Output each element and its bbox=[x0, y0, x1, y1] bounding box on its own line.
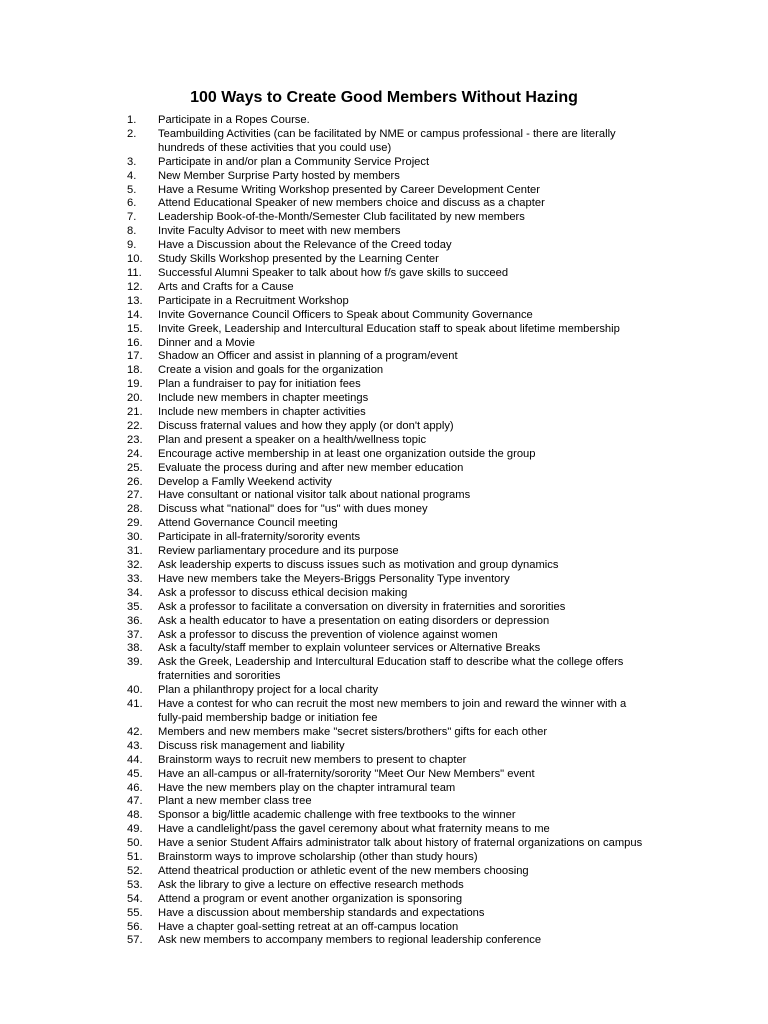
item-text: Ask the Greek, Leadership and Intercultural Education staff to describe what the college offers bbox=[158, 656, 624, 669]
item-text: fraternities and sororities bbox=[158, 670, 281, 683]
list-item bbox=[127, 698, 647, 712]
item-text: Attend Governance Council meeting bbox=[158, 517, 338, 530]
item-text: Ask a professor to discuss ethical decision making bbox=[158, 586, 408, 599]
item-number: 36. bbox=[127, 614, 143, 627]
item-text: Have new members take the Meyers-Briggs Personality Type inventory bbox=[158, 572, 510, 585]
list-item bbox=[127, 851, 647, 865]
list-item bbox=[127, 656, 647, 670]
item-number: 26. bbox=[127, 475, 143, 488]
list-item bbox=[127, 837, 647, 851]
item-number: 6. bbox=[127, 197, 137, 210]
item-text: Have a contest for who can recruit the most new members to join and reward the winner with a bbox=[158, 698, 627, 711]
item-text: Have the new members play on the chapter intramural team bbox=[158, 781, 456, 794]
document-title: 100 Ways to Create Good Members Without Hazing bbox=[190, 88, 578, 106]
item-number: 49. bbox=[127, 823, 143, 836]
item-text: Attend Educational Speaker of new members choice and discuss as a chapter bbox=[158, 197, 545, 210]
list-item bbox=[127, 907, 647, 921]
list-item-continuation bbox=[127, 142, 647, 156]
item-number: 14. bbox=[127, 308, 143, 321]
list-item bbox=[127, 281, 647, 295]
item-number: 23. bbox=[127, 433, 143, 446]
item-number: 48. bbox=[127, 809, 143, 822]
list-item bbox=[127, 615, 647, 629]
list-item bbox=[127, 434, 647, 448]
item-number: 31. bbox=[127, 545, 143, 558]
list-item bbox=[127, 934, 647, 948]
item-text: Encourage active membership in at least one organization outside the group bbox=[158, 447, 536, 460]
item-number: 25. bbox=[127, 461, 143, 474]
item-number: 39. bbox=[127, 656, 143, 669]
list-item bbox=[127, 323, 647, 337]
item-number: 45. bbox=[127, 767, 143, 780]
item-number: 41. bbox=[127, 698, 143, 711]
list-item bbox=[127, 629, 647, 643]
list-item bbox=[127, 309, 647, 323]
item-text: Have an all-campus or all-fraternity/sorority "Meet Our New Members" event bbox=[158, 767, 535, 780]
item-text: Evaluate the process during and after new member education bbox=[158, 461, 464, 474]
list-item bbox=[127, 601, 647, 615]
item-number: 7. bbox=[127, 211, 137, 224]
item-number: 22. bbox=[127, 419, 143, 432]
item-number: 38. bbox=[127, 642, 143, 655]
item-text: Ask the library to give a lecture on effective research methods bbox=[158, 878, 464, 891]
item-number: 37. bbox=[127, 628, 143, 641]
item-number: 33. bbox=[127, 572, 143, 585]
item-number: 18. bbox=[127, 364, 143, 377]
list-item bbox=[127, 559, 647, 573]
item-text: Participate in all-fraternity/sorority events bbox=[158, 531, 361, 544]
list-item bbox=[127, 879, 647, 893]
item-text: Include new members in chapter activities bbox=[158, 406, 366, 419]
item-text: hundreds of these activities that you could use) bbox=[158, 141, 392, 154]
item-number: 17. bbox=[127, 350, 143, 363]
item-text: Participate in and/or plan a Community Service Project bbox=[158, 155, 430, 168]
item-number: 53. bbox=[127, 878, 143, 891]
item-text: Review parliamentary procedure and its purpose bbox=[158, 545, 399, 558]
item-text: Discuss fraternal values and how they apply (or don't apply) bbox=[158, 419, 454, 432]
item-text: New Member Surprise Party hosted by members bbox=[158, 169, 400, 182]
item-number: 46. bbox=[127, 781, 143, 794]
list-item bbox=[127, 406, 647, 420]
item-text: Plan a fundraiser to pay for initiation fees bbox=[158, 378, 361, 391]
item-number: 29. bbox=[127, 517, 143, 530]
list-item bbox=[127, 754, 647, 768]
item-text: Members and new members make "secret sisters/brothers" gifts for each other bbox=[158, 725, 548, 738]
ideas-list bbox=[127, 114, 647, 948]
list-item bbox=[127, 740, 647, 754]
item-text: Teambuilding Activities (can be facilitated by NME or campus professional - there are literally bbox=[158, 127, 616, 140]
item-number: 10. bbox=[127, 253, 143, 266]
item-number: 52. bbox=[127, 864, 143, 877]
list-item bbox=[127, 170, 647, 184]
item-text: Attend a program or event another organization is sponsoring bbox=[158, 892, 463, 905]
item-number: 42. bbox=[127, 725, 143, 738]
item-text: Plant a new member class tree bbox=[158, 795, 312, 808]
item-text: Ask a faculty/staff member to explain volunteer services or Alternative Breaks bbox=[158, 642, 541, 655]
list-item bbox=[127, 184, 647, 198]
list-item bbox=[127, 211, 647, 225]
item-number: 40. bbox=[127, 684, 143, 697]
item-text: Participate in a Ropes Course. bbox=[158, 114, 310, 126]
item-text: Have consultant or national visitor talk about national programs bbox=[158, 489, 471, 502]
item-text: Have a chapter goal-setting retreat at an off-campus location bbox=[158, 920, 459, 933]
list-item bbox=[127, 795, 647, 809]
item-text: Invite Faculty Advisor to meet with new members bbox=[158, 225, 401, 238]
list-item bbox=[127, 782, 647, 796]
item-number: 43. bbox=[127, 739, 143, 752]
list-item bbox=[127, 768, 647, 782]
list-item bbox=[127, 517, 647, 531]
list-item bbox=[127, 573, 647, 587]
item-number: 34. bbox=[127, 586, 143, 599]
item-text: fully-paid membership badge or initiation fee bbox=[158, 711, 378, 724]
item-text: Ask new members to accompany members to regional leadership conference bbox=[158, 934, 542, 947]
item-number: 32. bbox=[127, 559, 143, 571]
item-number: 15. bbox=[127, 322, 143, 335]
list-item bbox=[127, 921, 647, 935]
item-number: 4. bbox=[127, 169, 137, 182]
item-number: 1. bbox=[127, 114, 137, 126]
list-item bbox=[127, 295, 647, 309]
item-number: 2. bbox=[127, 127, 137, 140]
list-item bbox=[127, 726, 647, 740]
item-number: 47. bbox=[127, 795, 143, 808]
list-item bbox=[127, 545, 647, 559]
list-item bbox=[127, 337, 647, 351]
item-number: 19. bbox=[127, 378, 143, 391]
item-number: 44. bbox=[127, 753, 143, 766]
item-number: 20. bbox=[127, 392, 143, 405]
item-text: Have a senior Student Affairs administrator talk about history of fraternal organizations on campus bbox=[158, 837, 643, 850]
list-item bbox=[127, 642, 647, 656]
list-item bbox=[127, 350, 647, 364]
item-number: 8. bbox=[127, 225, 137, 238]
list-item bbox=[127, 225, 647, 239]
item-text: Ask leadership experts to discuss issues such as motivation and group dynamics bbox=[158, 559, 559, 571]
list-item bbox=[127, 462, 647, 476]
item-number: 57. bbox=[127, 934, 143, 947]
list-item bbox=[127, 476, 647, 490]
item-text: Have a Discussion about the Relevance of the Creed today bbox=[158, 239, 452, 252]
item-text: Discuss what "national" does for "us" with dues money bbox=[158, 503, 428, 516]
list-item bbox=[127, 823, 647, 837]
list-item bbox=[127, 239, 647, 253]
list-item bbox=[127, 448, 647, 462]
item-text: Invite Governance Council Officers to Speak about Community Governance bbox=[158, 308, 533, 321]
item-text: Ask a health educator to have a presentation on eating disorders or depression bbox=[158, 614, 550, 627]
item-number: 12. bbox=[127, 280, 143, 293]
list-item bbox=[127, 378, 647, 392]
item-text: Discuss risk management and liability bbox=[158, 739, 345, 752]
item-text: Plan a philanthropy project for a local charity bbox=[158, 684, 379, 697]
item-number: 16. bbox=[127, 336, 143, 349]
item-number bbox=[127, 142, 158, 156]
item-text: Successful Alumni Speaker to talk about how f/s gave skills to succeed bbox=[158, 266, 509, 279]
list-item bbox=[127, 489, 647, 503]
item-number: 55. bbox=[127, 906, 143, 919]
item-number: 30. bbox=[127, 531, 143, 544]
item-text: Arts and Crafts for a Cause bbox=[158, 280, 294, 293]
item-text: Dinner and a Movie bbox=[158, 336, 256, 349]
list-item bbox=[127, 197, 647, 211]
item-number: 9. bbox=[127, 239, 137, 252]
item-number: 51. bbox=[127, 851, 143, 864]
item-text: Have a Resume Writing Workshop presented by Career Development Center bbox=[158, 183, 541, 196]
item-text: Have a candlelight/pass the gavel ceremony about what fraternity means to me bbox=[158, 823, 550, 836]
item-text: Brainstorm ways to recruit new members to present to chapter bbox=[158, 753, 467, 766]
list-item bbox=[127, 684, 647, 698]
list-item-continuation bbox=[127, 670, 647, 684]
item-text: Participate in a Recruitment Workshop bbox=[158, 294, 349, 307]
item-text: Shadow an Officer and assist in planning of a program/event bbox=[158, 350, 458, 363]
item-text: Have a discussion about membership standards and expectations bbox=[158, 906, 485, 919]
list-item bbox=[127, 503, 647, 517]
item-text: Invite Greek, Leadership and Intercultural Education staff to speak about lifetime membership bbox=[158, 322, 620, 335]
item-text: Ask a professor to facilitate a conversation on diversity in fraternities and sororities bbox=[158, 600, 566, 613]
list-item bbox=[127, 893, 647, 907]
item-text: Create a vision and goals for the organization bbox=[158, 364, 384, 377]
item-number: 35. bbox=[127, 600, 143, 613]
item-number: 3. bbox=[127, 155, 137, 168]
list-item bbox=[127, 156, 647, 170]
list-item bbox=[127, 364, 647, 378]
item-text: Develop a Famlly Weekend activity bbox=[158, 475, 332, 488]
item-text: Brainstorm ways to improve scholarship (other than study hours) bbox=[158, 851, 478, 864]
item-number: 11. bbox=[127, 266, 142, 279]
item-number: 28. bbox=[127, 503, 143, 516]
list-item bbox=[127, 587, 647, 601]
item-number: 56. bbox=[127, 920, 143, 933]
item-number: 24. bbox=[127, 447, 143, 460]
item-number bbox=[127, 712, 158, 726]
item-number: 13. bbox=[127, 294, 143, 307]
list-item bbox=[127, 809, 647, 823]
item-text: Study Skills Workshop presented by the Learning Center bbox=[158, 253, 439, 266]
item-text: Plan and present a speaker on a health/wellness topic bbox=[158, 433, 427, 446]
item-text: Leadership Book-of-the-Month/Semester Club facilitated by new members bbox=[158, 211, 525, 224]
item-number: 5. bbox=[127, 183, 137, 196]
list-item bbox=[127, 253, 647, 267]
list-item bbox=[127, 392, 647, 406]
list-item bbox=[127, 114, 647, 128]
item-text: Attend theatrical production or athletic event of the new members choosing bbox=[158, 864, 529, 877]
item-number: 21. bbox=[127, 406, 143, 419]
list-item bbox=[127, 128, 647, 142]
item-number: 27. bbox=[127, 489, 143, 502]
item-number: 50. bbox=[127, 837, 143, 850]
item-text: Include new members in chapter meetings bbox=[158, 392, 369, 405]
item-number: 54. bbox=[127, 892, 143, 905]
list-item bbox=[127, 267, 647, 281]
list-item bbox=[127, 420, 647, 434]
list-item bbox=[127, 531, 647, 545]
list-item-continuation bbox=[127, 712, 647, 726]
item-text: Sponsor a big/little academic challenge with free textbooks to the winner bbox=[158, 809, 516, 822]
list-item bbox=[127, 865, 647, 879]
item-number bbox=[127, 670, 158, 684]
item-text: Ask a professor to discuss the prevention of violence against women bbox=[158, 628, 498, 641]
